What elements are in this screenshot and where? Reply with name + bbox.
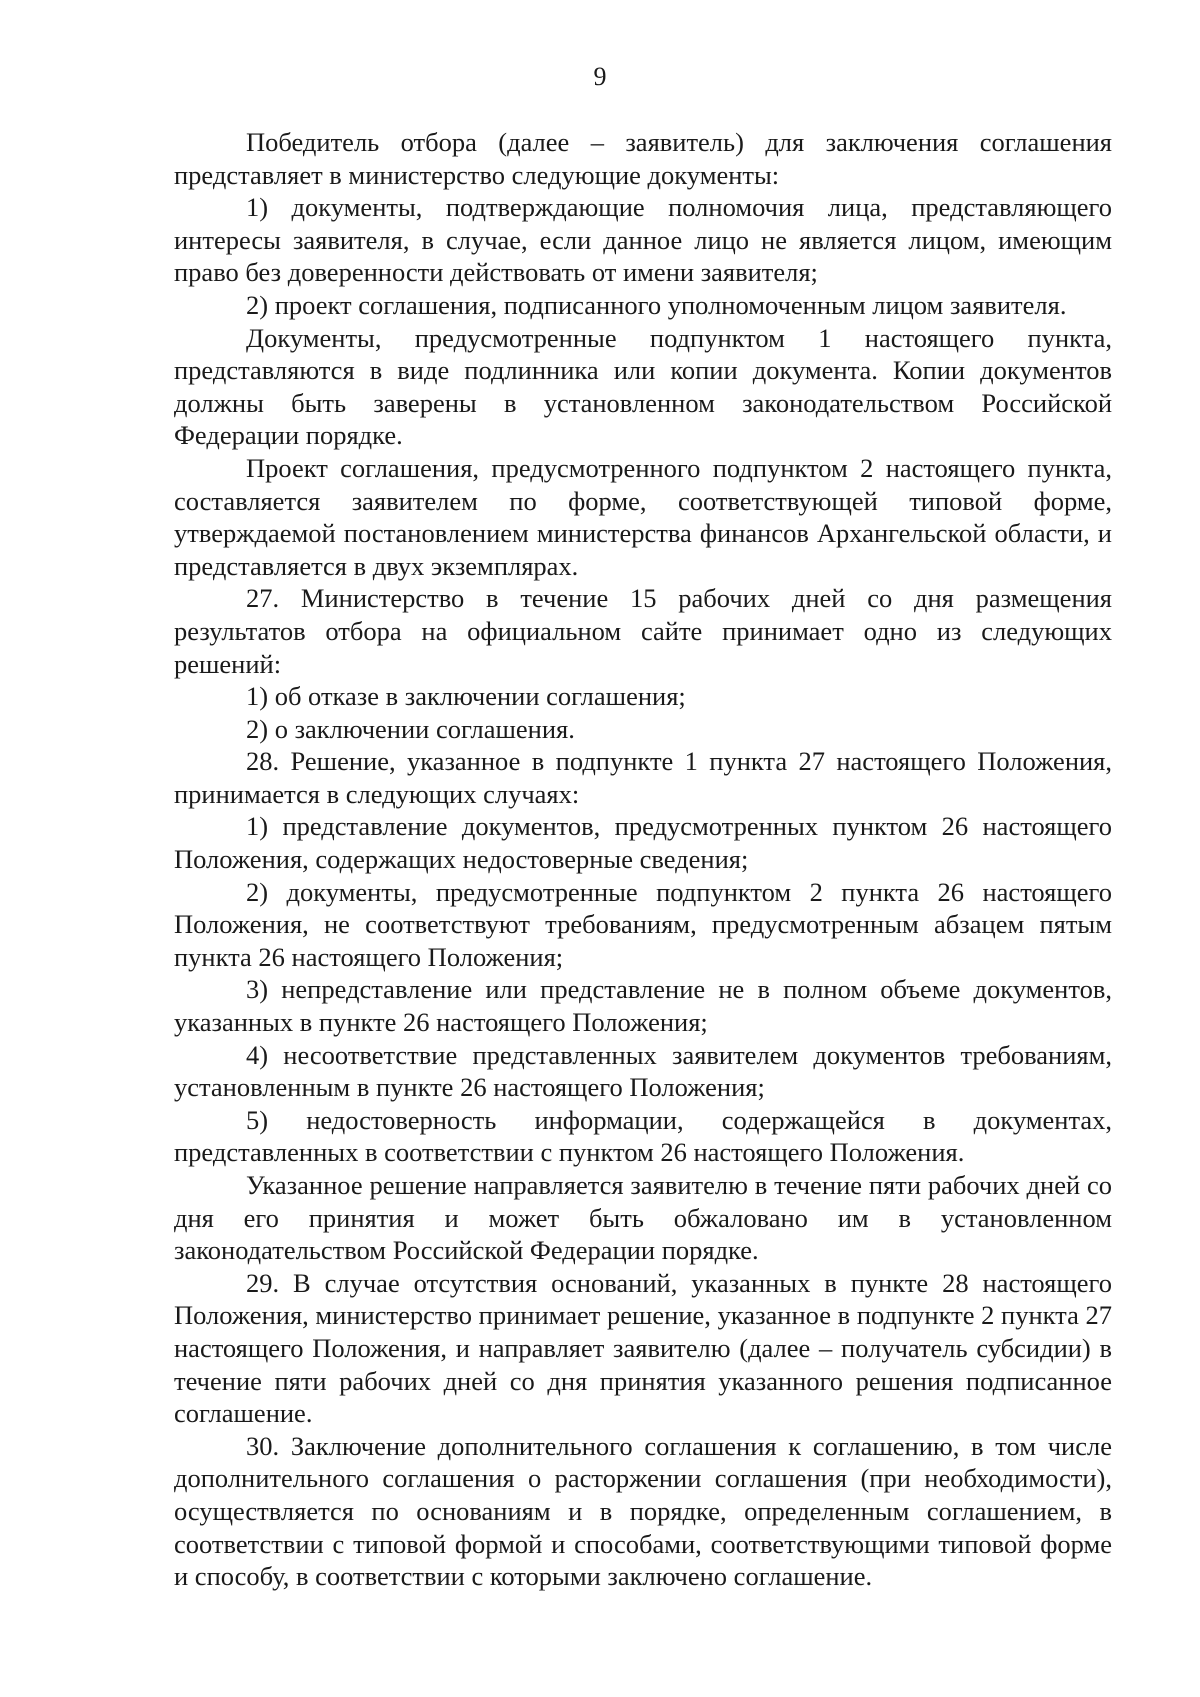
- paragraph-clause-27-item-1: 1) об отказе в заключении соглашения;: [246, 681, 686, 712]
- paragraph-clause-27: 27. Министерство в течение 15 рабочих дней со дня размещения результатов отбора на официальном сайте принимает одно из следующих решений:: [174, 583, 1112, 679]
- paragraph-clause-28-item-3: 3) непредставление или представление не в полном объеме документов, указанных в пункте 26 настоящего Положения;: [174, 974, 1112, 1038]
- paragraph-clause-28-item-4: 4) несоответствие представленных заявителем документов требованиям, установленным в пункте 26 настоящего Положения;: [174, 1039, 1112, 1103]
- paragraph-item-1-authority-docs: 1) документы, подтверждающие полномочия лица, представляющего интересы заявителя, в случае, если данное лицо не является лицом, имеющим право без доверенности действовать от имени заявителя;: [174, 192, 1112, 288]
- paragraph-clause-28-item-5: 5) недостоверность информации, содержащейся в документах, представленных в соответствии с пунктом 26 настоящего Положения.: [174, 1104, 1112, 1168]
- paragraph-winner-documents: Победитель отбора (далее – заявитель) для заключения соглашения представляет в министерство следующие документы:: [174, 127, 1112, 190]
- paragraph-clause-29: 29. В случае отсутствия оснований, указанных в пункте 28 настоящего Положения, министерство принимает решение, указанное в подпункте 2 пункта 27 настоящего Положения, и направляет заявителю (далее – получатель субсидии) в течение пяти рабочих дней со дня принятия указанного решения подписанное соглашение.: [174, 1267, 1112, 1429]
- paragraph-decision-notice: Указанное решение направляется заявителю в течение пяти рабочих дней со дня его принятия и может быть обжаловано им в установленном законодательством Российской Федерации порядке.: [174, 1170, 1112, 1266]
- paragraph-draft-form: Проект соглашения, предусмотренного подпунктом 2 настоящего пункта, составляется заявителем по форме, соответствующей типовой форме, утверждаемой постановлением министерства финансов Архангельской области, и представляется в двух экземплярах.: [174, 452, 1112, 581]
- paragraph-original-or-copy: Документы, предусмотренные подпунктом 1 настоящего пункта, представляются в виде подлинника или копии документа. Копии документов должны быть заверены в установленном законодательством Российской Федерации порядке.: [174, 322, 1112, 451]
- paragraph-clause-28-item-2: 2) документы, предусмотренные подпунктом 2 пункта 26 настоящего Положения, не соответствуют требованиям, предусмотренным абзацем пятым пункта 26 настоящего Положения;: [174, 876, 1112, 972]
- page-number: 9: [593, 62, 607, 91]
- paragraph-clause-30: 30. Заключение дополнительного соглашения к соглашению, в том числе дополнительного соглашения о расторжении соглашения (при необходимости), осуществляется по основаниям и в порядке, определенным соглашением, в соответствии с типовой формой и способами, соответствующими типовой форме и способу, в соответствии с которыми заключено соглашение.: [174, 1430, 1112, 1592]
- paragraph-clause-27-item-2: 2) о заключении соглашения.: [246, 713, 575, 744]
- paragraph-clause-28: 28. Решение, указанное в подпункте 1 пункта 27 настоящего Положения, принимается в следующих случаях:: [174, 746, 1112, 809]
- paragraph-item-2-draft-agreement: 2) проект соглашения, подписанного уполномоченным лицом заявителя.: [246, 289, 1067, 320]
- document-body: [174, 126, 1112, 1593]
- paragraph-clause-28-item-1: 1) представление документов, предусмотренных пунктом 26 настоящего Положения, содержащих недостоверные сведения;: [174, 811, 1112, 875]
